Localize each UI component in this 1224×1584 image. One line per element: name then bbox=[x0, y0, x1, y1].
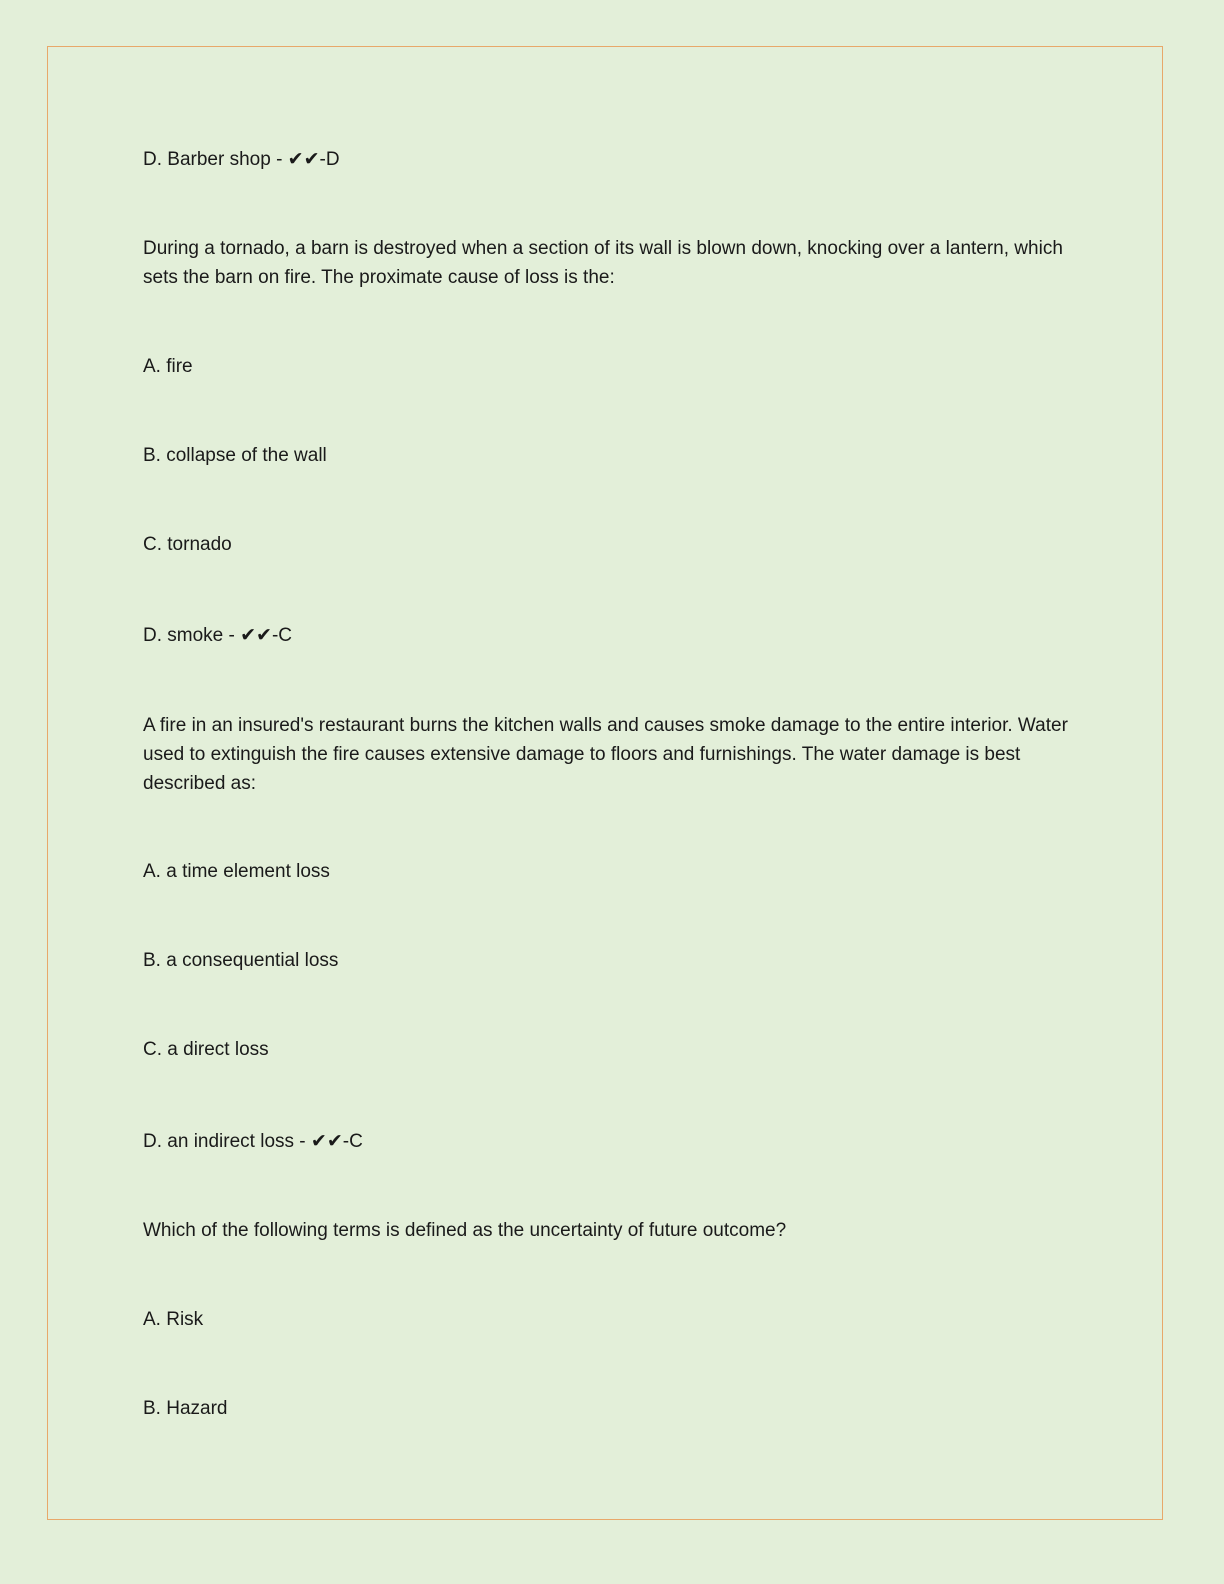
answer-key: -C bbox=[271, 625, 293, 646]
answer-option-a: A. fire bbox=[143, 356, 193, 377]
option-text: D. smoke - bbox=[143, 625, 241, 646]
question-text: A fire in an insured's restaurant burns the kitchen walls and causes smoke damage to the entire interior. Water used to extinguish the fire causes extensive damage to floors and furnishings. The water damage is best described as: bbox=[143, 715, 1068, 794]
answer-option-b: B. a consequential loss bbox=[143, 950, 339, 971]
answer-option-a: A. a time element loss bbox=[143, 861, 330, 882]
answer-option-a: A. Risk bbox=[143, 1309, 204, 1330]
answer-option-b: B. collapse of the wall bbox=[143, 445, 327, 466]
checkmark-icon: ✔✔ bbox=[310, 1130, 343, 1152]
answer-option-c: C. tornado bbox=[143, 534, 232, 555]
answer-option-c: C. a direct loss bbox=[143, 1039, 269, 1060]
answer-option-b: B. Hazard bbox=[143, 1398, 228, 1419]
question-text: During a tornado, a barn is destroyed when a section of its wall is blown down, knocking over a lantern, which sets the barn on fire. The proximate cause of loss is the: bbox=[143, 238, 1063, 288]
option-text: D. Barber shop - bbox=[143, 149, 288, 170]
answer-option-d bbox=[143, 621, 1083, 650]
answer-key: -D bbox=[319, 149, 340, 170]
option-text: D. an indirect loss - bbox=[143, 1131, 311, 1152]
answer-key: -C bbox=[342, 1131, 363, 1152]
checkmark-icon: ✔✔ bbox=[287, 148, 320, 170]
answer-option-d bbox=[143, 145, 1083, 174]
answer-option-d bbox=[143, 1127, 1083, 1156]
checkmark-icon: ✔✔ bbox=[240, 624, 272, 646]
question-text: Which of the following terms is defined as the uncertainty of future outcome? bbox=[143, 1220, 787, 1241]
